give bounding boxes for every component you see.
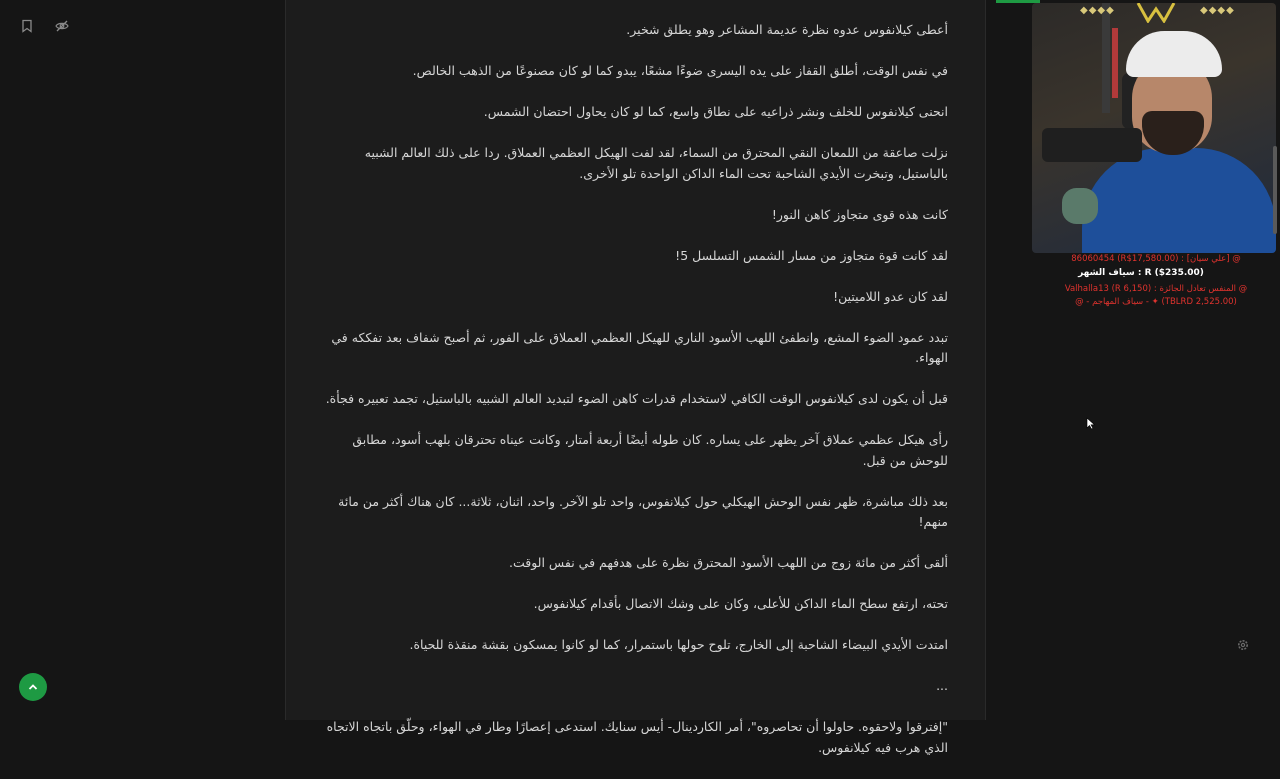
donation-line: @ [علي سيان] : (R$17,580.00) 86060454 bbox=[1071, 254, 1241, 264]
paragraph: "إفترقوا ولاحقوه. حاولوا أن تحاصروه"، أمر الكاردينال- أيس سنايك. استدعى إعصارًا وطار في الهواء، وحلّق باتجاه الاتجاه الذي هرب فيه كيلانفوس. bbox=[326, 719, 948, 755]
paragraph: تحته، ارتفع سطح الماء الداكن للأعلى، وكان على وشك الاتصال بأقدام كيلانفوس. bbox=[533, 596, 948, 611]
chapter-reader[interactable] bbox=[285, 0, 986, 755]
paragraph: قبل أن يكون لدى كيلانفوس الوقت الكافي لاستخدام قدرات كاهن الضوء لتبديد العالم الشبيه بالباستيل، تجمد تعبيره فجأة. bbox=[325, 391, 948, 406]
donation-line: @ المنفس تعادل الجائزة : (R 6,150) Valhalla13 bbox=[1064, 284, 1248, 294]
paragraph: امتدت الأيدي البيضاء الشاحبة إلى الخارج، تلوح حولها باستمرار، كما لو كانوا يمسكون بقشة منقذة للحياة. bbox=[409, 637, 948, 652]
chevron-up-icon bbox=[27, 681, 39, 693]
left-sidebar bbox=[0, 0, 285, 720]
paragraph: بعد ذلك مباشرة، ظهر نفس الوحش الهيكلي حول كيلانفوس، واحد تلو الآخر. واحد، اثنان، ثلاثة... كان هناك أكثر من مائة منهم! bbox=[338, 493, 948, 529]
scene-break: ... bbox=[936, 678, 948, 693]
paragraph: رأى هيكل عظمي عملاق آخر يظهر على يساره. كان طوله أيضًا أربعة أمتار، وكانت عيناه تحترقان بلهب أسود، مطابق للوحش من قبل. bbox=[352, 432, 948, 468]
paragraph: نزلت صاعقة من اللمعان النقي المحترق من السماء، لقد لفت الهيكل العظمي العملاق. ردا على ذلك العالم الشبيه بالباستيل، وتبخرت الأيدي الشاحبة تحت الماء الداكن الواحدة تلو الأخرى. bbox=[364, 145, 948, 181]
paragraph: لقد كان عدو اللاميتين! bbox=[833, 288, 948, 304]
paragraph: كانت هذه قوى متجاوز كاهن النور! bbox=[771, 206, 948, 222]
bookmark-icon[interactable] bbox=[17, 16, 37, 36]
top-donor-line: R ($235.00) : سياف الشهر bbox=[1078, 268, 1204, 278]
gear-icon[interactable] bbox=[1236, 638, 1250, 652]
overlay-decoration: ◆◆◆◆ bbox=[1200, 5, 1235, 16]
paragraph: تبدد عمود الضوء المشع، وانطفئ اللهب الأسود الناري للهيكل العظمي العملاق على الفور، ثم أصبح شفاف بعد تفككه في الهواء. bbox=[331, 329, 948, 365]
scrollbar-thumb[interactable] bbox=[1273, 146, 1277, 234]
paragraph: انحنى كيلانفوس للخلف ونشر ذراعيه على نطاق واسع، كما لو كان يحاول احتضان الشمس. bbox=[483, 104, 948, 119]
donation-line: (TBLRD 2,525.00) ✦ - سياف المهاجم - @ bbox=[1075, 297, 1237, 307]
overlay-decoration: ◆◆◆◆ bbox=[1080, 5, 1115, 16]
stream-overlay-area bbox=[986, 0, 1280, 720]
paragraph: لقد كانت قوة متجاوز من مسار الشمس التسلسل 5! bbox=[675, 247, 948, 263]
webcam-feed bbox=[1032, 3, 1276, 253]
paragraph: ألقى أكثر من مائة زوج من اللهب الأسود المحترق نظرة على هدفهم في نفس الوقت. bbox=[509, 555, 948, 570]
paragraph: في نفس الوقت، أطلق القفاز على يده اليسرى ضوءًا مشعًا، يبدو كما لو كان مصنوعًا من الذهب الخالص. bbox=[412, 63, 948, 78]
stream-logo-icon bbox=[1136, 3, 1176, 23]
scroll-to-top-button[interactable] bbox=[19, 673, 47, 701]
mouse-cursor bbox=[1086, 417, 1096, 430]
paragraph: أعطى كيلانفوس عدوه نظرة عديمة المشاعر وهو يطلق شخير. bbox=[626, 22, 948, 37]
chapter-text bbox=[322, 20, 948, 779]
eye-off-icon[interactable] bbox=[52, 16, 72, 36]
